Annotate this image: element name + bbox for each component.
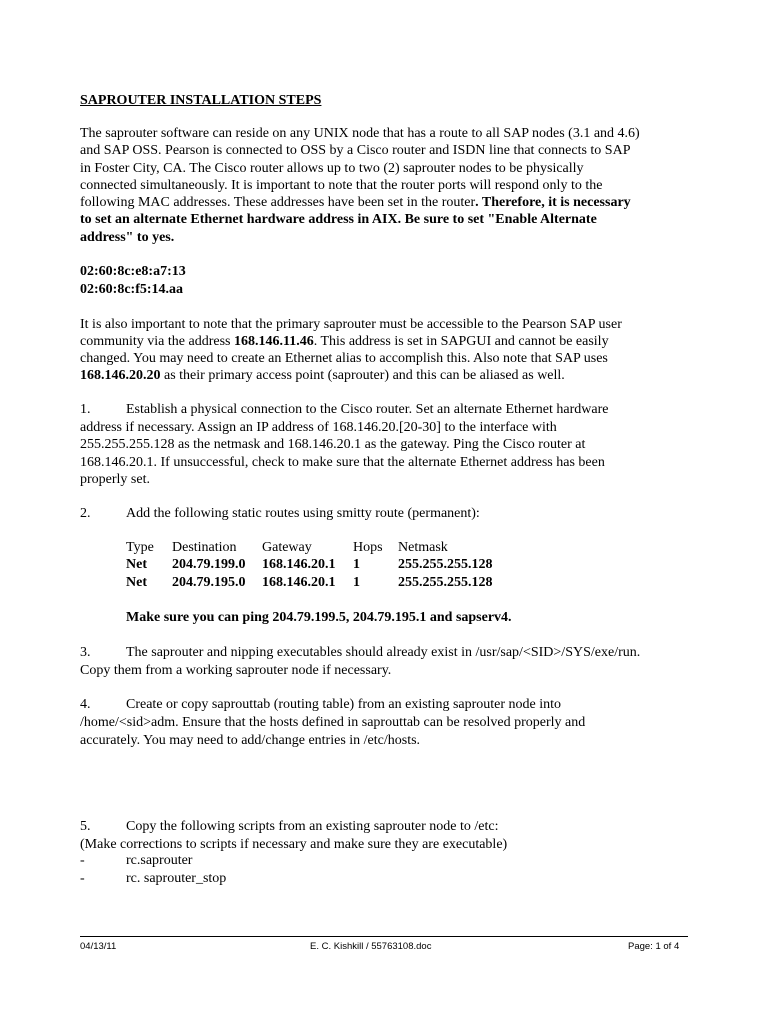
para2-line-2: [80, 333, 609, 351]
para2-line-1: It is also important to note that the primary saprouter must be accessible to the Pearson SAP user: [80, 317, 622, 332]
mac-address-1: 02:60:8c:e8:a7:13: [80, 264, 186, 279]
intro-line-4: connected simultaneously. It is important to note that the router ports will respond only to the: [80, 178, 603, 193]
primary-address: 168.146.11.46: [233, 334, 314, 349]
table-cell: 255.255.255.128: [398, 557, 493, 572]
script-item-rc-saprouter: rc.saprouter: [126, 853, 193, 868]
para2-line-2-a: community via the address: [80, 334, 234, 349]
table-header-hops: Hops: [353, 540, 383, 555]
para2-line-2-c: . This address is set in SAPGUI and cannot be easily: [313, 334, 609, 349]
document-title: SAPROUTER INSTALLATION STEPS: [80, 93, 322, 108]
step-1-line-3: 255.255.255.128 as the netmask and 168.146.20.1 as the gateway. Ping the Cisco router at: [80, 437, 586, 452]
footer-author-file: E. C. Kishkill / 55763108.doc: [310, 941, 432, 952]
mac-address-2: 02:60:8c:f5:14.aa: [80, 282, 184, 297]
step-4-line-2: /home/<sid>adm. Ensure that the hosts defined in saprouttab can be resolved properly and: [80, 715, 586, 730]
table-header-netmask: Netmask: [398, 540, 448, 555]
intro-line-5-plain: following MAC addresses. These addresses have been set in the router: [80, 195, 476, 210]
table-cell: 168.146.20.1: [262, 575, 336, 590]
para2-line-4-b: as their primary access point (saprouter) and this can be aliased as well.: [160, 368, 565, 383]
ping-instruction: Make sure you can ping 204.79.199.5, 204.79.195.1 and sapserv4.: [126, 610, 512, 625]
step-1-line-5: properly set.: [80, 472, 150, 487]
step-1-line-2: address if necessary. Assign an IP address of 168.146.20.[20-30] to the interface with: [80, 420, 557, 435]
intro-line-5-bold: . Therefore, it is necessary: [475, 195, 631, 210]
sap-access-address: 168.146.20.20: [80, 368, 161, 383]
intro-line-7: address" to yes.: [80, 230, 175, 245]
step-5-line-1: Copy the following scripts from an existing saprouter node to /etc:: [126, 819, 499, 834]
step-4-line-1: Create or copy saprouttab (routing table) from an existing saprouter node into: [126, 697, 562, 712]
step-3-line-1: The saprouter and nipping executables should already exist in /usr/sap/<SID>/SYS/exe/run.: [126, 645, 641, 660]
table-cell: 255.255.255.128: [398, 575, 493, 590]
step-1-number: 1.: [80, 402, 91, 417]
table-cell: Net: [126, 557, 147, 572]
step-1-line-4: 168.146.20.1. If unsuccessful, check to make sure that the alternate Ethernet address has been: [80, 455, 605, 470]
table-cell: 168.146.20.1: [262, 557, 336, 572]
intro-line-3: in Foster City, CA. The Cisco router allows up to two (2) saprouter nodes to be physically: [80, 161, 584, 176]
step-5-number: 5.: [80, 819, 91, 834]
list-bullet-dash: -: [80, 871, 85, 886]
table-header-type: Type: [126, 540, 154, 555]
footer-divider: [80, 936, 688, 937]
para2-line-4: [80, 367, 565, 385]
table-cell: 204.79.199.0: [172, 557, 246, 572]
intro-line-1: The saprouter software can reside on any UNIX node that has a route to all SAP nodes (3.1 and 4.6): [80, 126, 640, 141]
step-5-line-2: (Make corrections to scripts if necessary and make sure they are executable): [80, 837, 508, 852]
table-cell: 1: [353, 575, 360, 590]
intro-line-6: to set an alternate Ethernet hardware address in AIX. Be sure to set "Enable Alternate: [80, 212, 597, 227]
step-4-line-3: accurately. You may need to add/change entries in /etc/hosts.: [80, 733, 421, 748]
list-bullet-dash: -: [80, 853, 85, 868]
step-2-line-1: Add the following static routes using smitty route (permanent):: [126, 506, 480, 521]
intro-line-5: [80, 194, 631, 212]
step-3-number: 3.: [80, 645, 91, 660]
table-header-destination: Destination: [172, 540, 237, 555]
step-2-number: 2.: [80, 506, 91, 521]
table-cell: 204.79.195.0: [172, 575, 246, 590]
step-4-number: 4.: [80, 697, 91, 712]
step-1-line-1: Establish a physical connection to the Cisco router. Set an alternate Ethernet hardware: [126, 402, 609, 417]
footer-date: 04/13/11: [80, 941, 117, 952]
table-cell: Net: [126, 575, 147, 590]
para2-line-3: changed. You may need to create an Ethernet alias to accomplish this. Also note that SAP uses: [80, 351, 608, 366]
intro-line-2: and SAP OSS. Pearson is connected to OSS by a Cisco router and ISDN line that connects to SAP: [80, 143, 631, 158]
footer-page-number: Page: 1 of 4: [628, 941, 680, 952]
step-3-line-2: Copy them from a working saprouter node if necessary.: [80, 663, 392, 678]
table-cell: 1: [353, 557, 360, 572]
table-header-gateway: Gateway: [262, 540, 312, 555]
script-item-rc-saprouter-stop: rc. saprouter_stop: [126, 871, 227, 886]
